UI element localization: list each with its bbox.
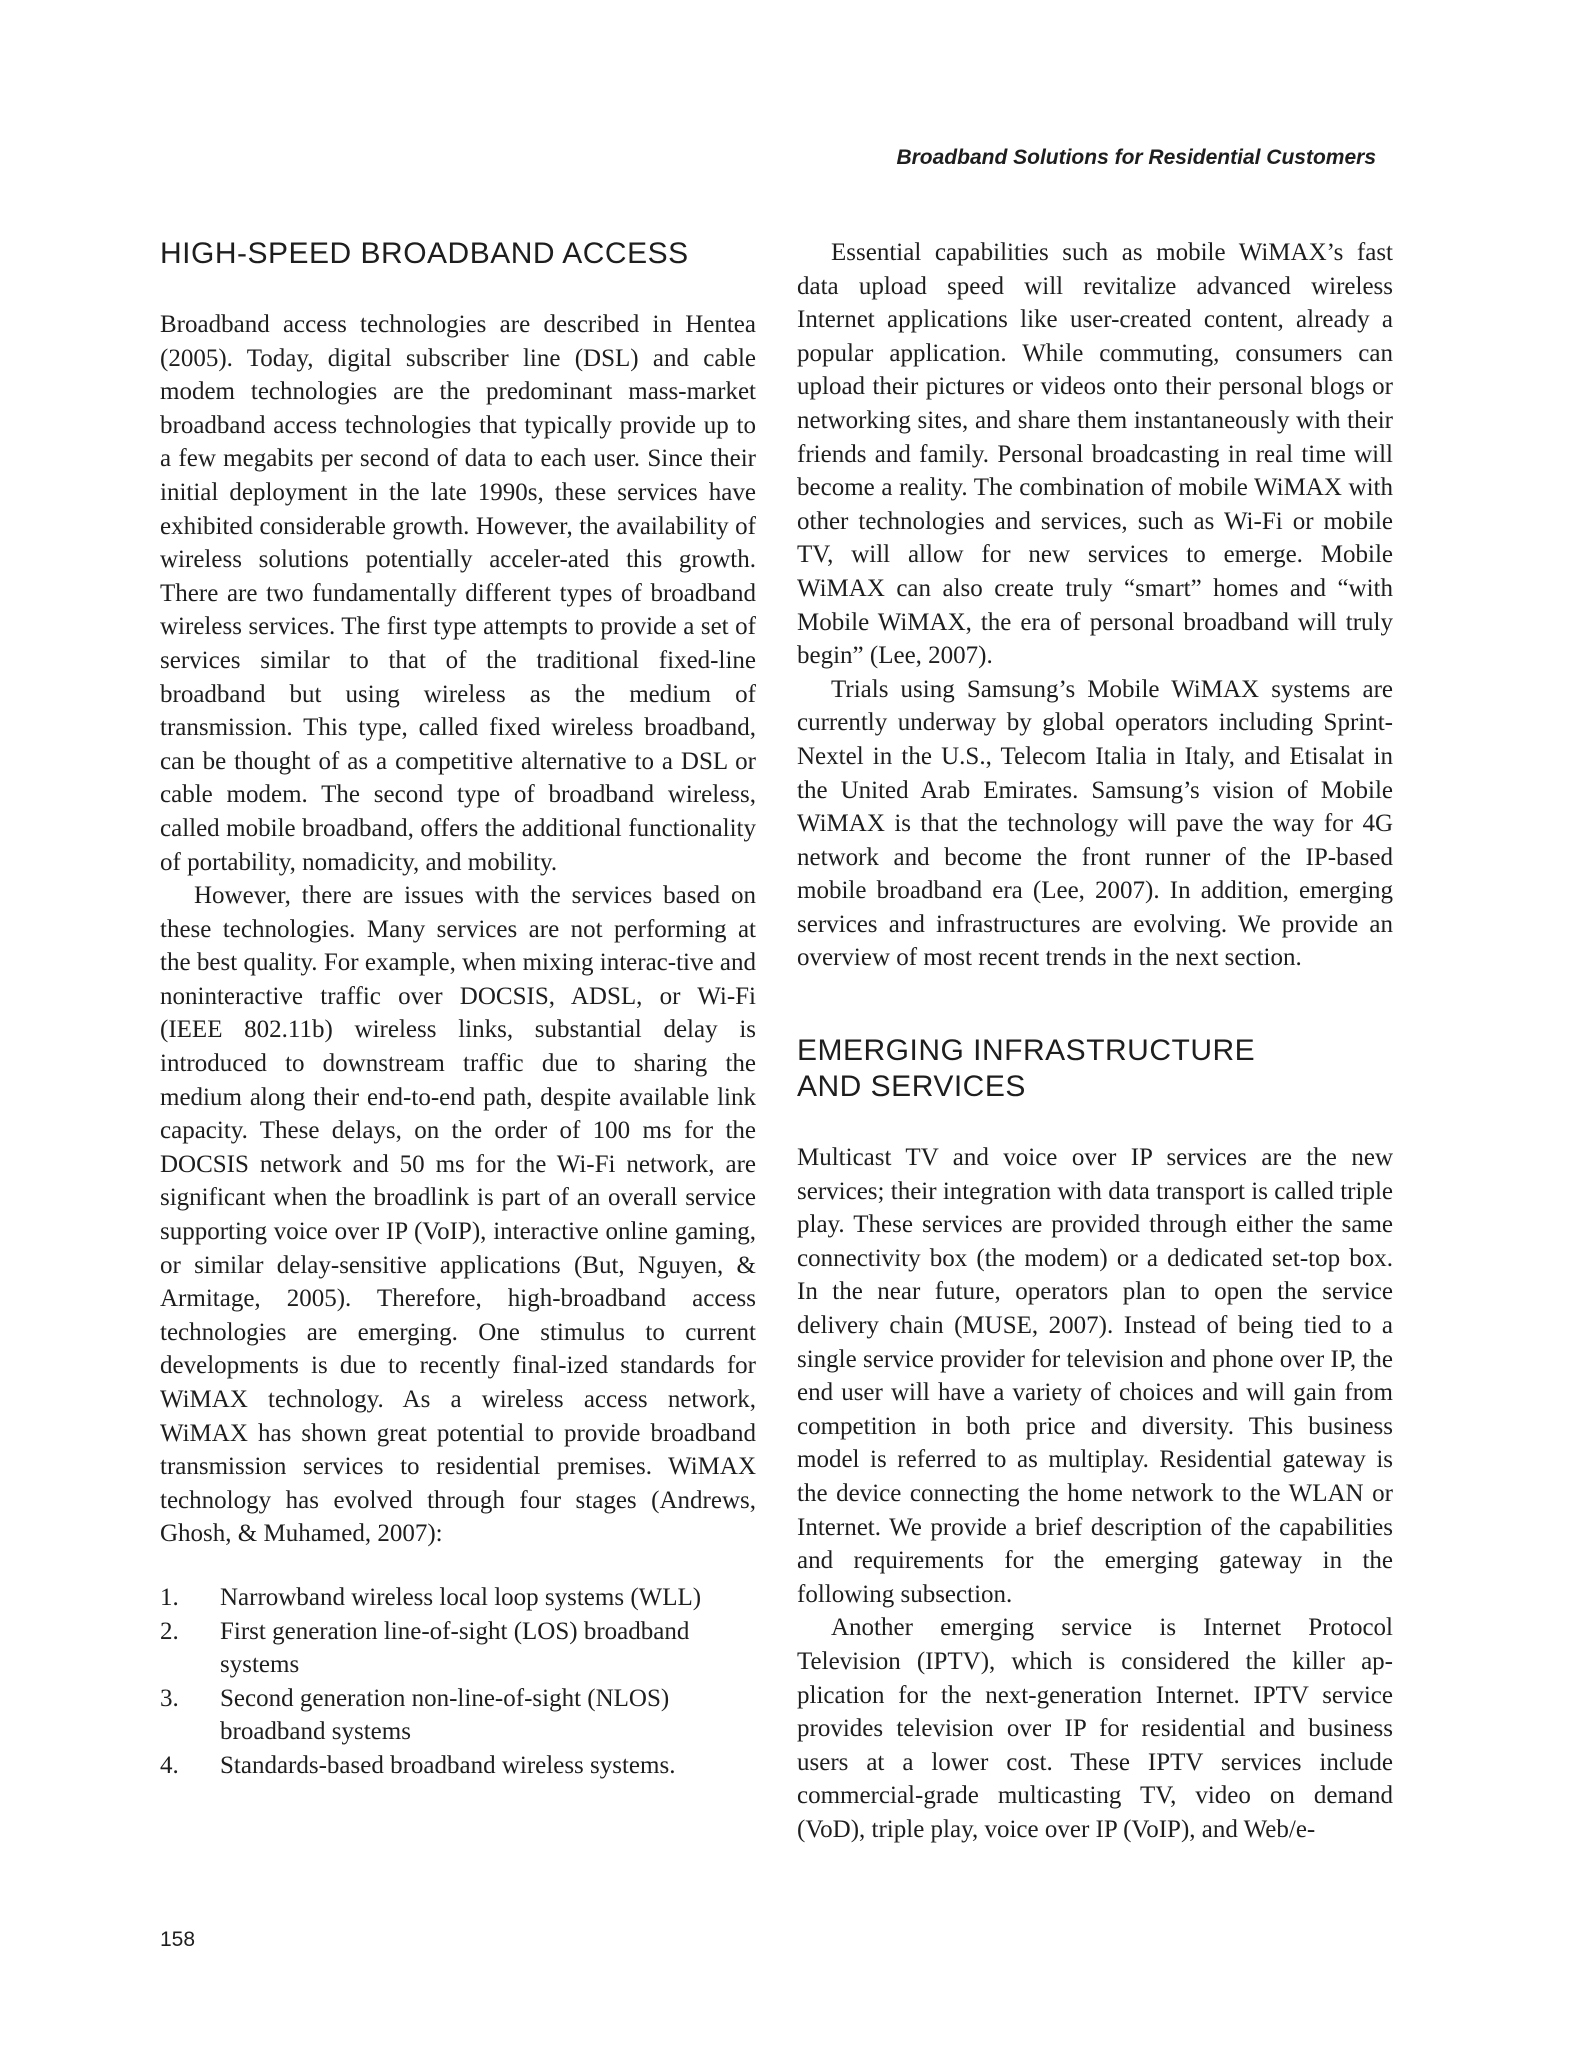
running-header: Broadband Solutions for Residential Customers [896,146,1376,169]
heading-line: EMERGING INFRASTRUCTURE [797,1034,1256,1068]
list-item [160,1682,756,1749]
list-item-number: 1. [160,1583,179,1611]
list-item-text: Second generation non-line-of-sight (NLOS) broadband systems [220,1684,670,1746]
list-item-text: Narrowband wireless local loop systems (WLL) [220,1583,702,1611]
list-item [160,1581,756,1615]
heading-line: AND SERVICES [797,1070,1026,1104]
list-item-text: Standards-based broadband wireless systems. [220,1751,676,1779]
paragraph: However, there are issues with the services based on these technologies. Many services are not performing at the best quality. For example, when mixing interac-tive and noninteractive traffic over DOCSIS, ADSL, or Wi-Fi (IEEE 802.11b) wireless links, substantial delay is introduced to downstream traffic due to sharing the medium along their end-to-end path, despite available link capacity. These delays, on the order of 100 ms for the DOCSIS network and 50 ms for the Wi-Fi network, are significant when the broadlink is part of an overall service supporting voice over IP (VoIP), interactive online gaming, or similar delay-sensitive applications (But, Nguyen, & Armitage, 2005). Therefore, high-broadband access technologies are emerging. One stimulus to current developments is due to recently final-ized standards for WiMAX technology. As a wireless access network, WiMAX has shown great potential to provide broadband transmission services to residential premises. WiMAX technology has evolved through four stages (Andrews, Ghosh, & Muhamed, 2007): [160,882,756,1548]
section-heading-emerging-infrastructure [797,1033,1393,1105]
paragraph: Essential capabilities such as mobile WiMAX’s fast data upload speed will revitalize advanced wireless Internet applications like user-created content, already a popular application. While commuting, consumers can upload their pictures or videos onto their personal blogs or networking sites, and share them instantaneously with their friends and family. Personal broadcasting in real time will become a reality. The combination of mobile WiMAX with other technologies and services, such as Wi-Fi or mobile TV, will allow for new services to emerge. Mobile WiMAX can also create truly “smart” homes and “with Mobile WiMAX, the era of personal broadband will truly begin” (Lee, 2007). [797,239,1393,670]
paragraph: Multicast TV and voice over IP services are the new services; their integration with data transport is called triple play. These services are provided through either the same connectivity box (the modem) or a dedicated set-top box. In the near future, operators plan to open the service delivery chain (MUSE, 2007). Instead of being tied to a single service provider for television and phone over IP, the end user will have a variety of choices and will gain from competition in both price and diversity. This business model is referred to as multiplay. Residential gateway is the device connecting the home network to the WLAN or Internet. We provide a brief description of the capabilities and requirements for the emerging gateway in the following subsection. [797,1144,1393,1608]
paragraph: Another emerging service is Internet Protocol Television (IPTV), which is considered the killer ap-plication for the next-generation Internet. IPTV service provides television over IP for residential and business users at a lower cost. These IPTV services include commercial-grade multicasting TV, video on demand (VoD), triple play, voice over IP (VoIP), and Web/e- [797,1614,1393,1843]
left-column [160,236,756,1783]
list-item-text: First generation line-of-sight (LOS) broadband systems [220,1617,690,1679]
list-item [160,1749,756,1783]
list-item-number: 4. [160,1751,179,1779]
list-item [160,1615,756,1682]
right-column [797,236,1393,1847]
list-item-number: 2. [160,1617,179,1645]
paragraph: Broadband access technologies are described in Hentea (2005). Today, digital subscriber line (DSL) and cable modem technologies are the predominant mass-market broadband access technologies that typically provide up to a few megabits per second of data to each user. Since their initial deployment in the late 1990s, these services have exhibited considerable growth. However, the availability of wireless solutions potentially acceler-ated this growth. There are two fundamentally different types of broadband wireless services. The first type attempts to provide a set of services similar to that of the traditional fixed-line broadband but using wireless as the medium of transmission. This type, called fixed wireless broadband, can be thought of as a competitive alternative to a DSL or cable modem. The second type of broadband wireless, called mobile broadband, offers the additional functionality of portability, nomadicity, and mobility. [160,311,756,876]
list-item-number: 3. [160,1684,179,1712]
wimax-stages-list [160,1581,756,1783]
section-heading-broadband-access: HIGH-SPEED BROADBAND ACCESS [160,237,689,270]
paragraph: Trials using Samsung’s Mobile WiMAX systems are currently underway by global operators including Sprint-Nextel in the U.S., Telecom Italia in Italy, and Etisalat in the United Arab Emirates. Samsung’s vision of Mobile WiMAX is that the technology will pave the way for 4G network and become the front runner of the IP-based mobile broadband era (Lee, 2007). In addition, emerging services and infrastructures are evolving. We provide an overview of most recent trends in the next section. [797,675,1393,972]
page-number: 158 [160,1928,196,1951]
